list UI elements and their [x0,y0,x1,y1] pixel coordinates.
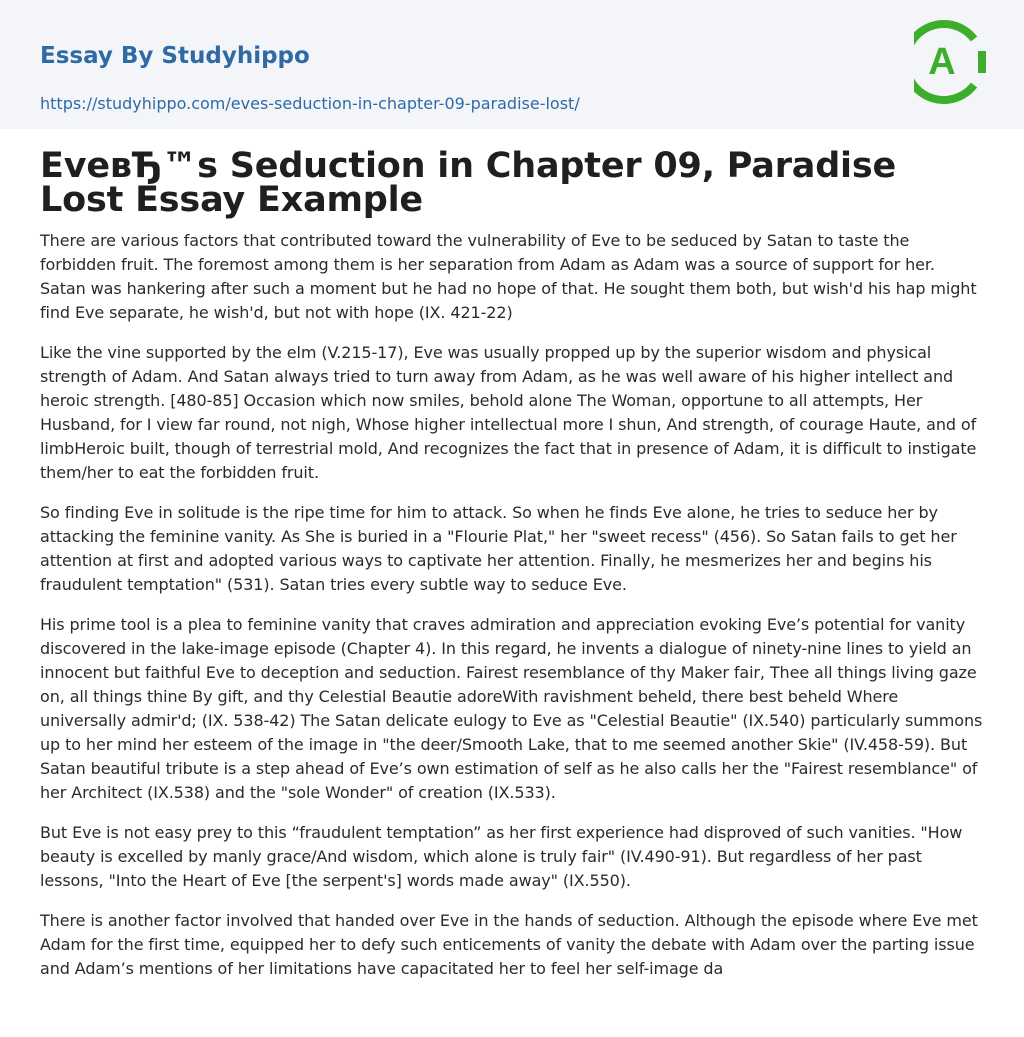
essay-paragraph-4: His prime tool is a plea to feminine vanity that craves admiration and appreciation evoking Eve’s potential for vanity discovered in the lake-image episode (Chapter 4). In this regard, he invents a dialogue of ninety-nine lines to yield an innocent but faithful Eve to deception and seduction. Fairest resemblance of thy Maker fair, Thee all things living gaze on, all things thine By gift, and thy Celestial Beautie adoreWith ravishment beheld, there best beheld Where universally admir'd; (IX. 538-42) The Satan delicate eulogy to Eve as "Celestial Beautie" (IX.540) particularly summons up to her mind her esteem of the image in "the deer/Smooth Lake, that to me seemed another Skie" (IV.458-59). But Satan beautiful tribute is a step ahead of Eve’s own estimation of self as he also calls her the "Fairest resemblance" of her Architect (IX.538) and the "sole Wonder" of creation (IX.533). [40,615,983,802]
essay-paragraph-2: Like the vine supported by the elm (V.215-17), Eve was usually propped up by the superior wisdom and physical strength of Adam. And Satan always tried to turn away from Adam, as he was well aware of his higher intellect and heroic strength. [480-85] Occasion which now smiles, behold alone The Woman, opportune to all attempts, Her Husband, for I view far round, not nigh, Whose higher intellectual more I shun, And strength, of courage Haute, and of limbHeroic built, though of terrestrial mold, And recognizes the fact that in presence of Adam, it is difficult to instigate them/her to eat the forbidden fruit. [40,343,977,482]
essay-title: EveвЂ™s Seduction in Chapter 09, Paradise Lost Essay Example [40,146,897,220]
essay-paragraph-1: There are various factors that contributed toward the vulnerability of Eve to be seduced by Satan to taste the forbidden fruit. The foremost among them is her separation from Adam as Adam was a source of support for her. Satan was hankering after such a moment but he had no hope of that. He sought them both, but wish'd his hap might find Eve separate, he wish'd, but not with hope (IX. 421-22) [40,231,977,322]
logo-letter: A [928,41,956,83]
essay-content [0,129,1024,981]
brand-title[interactable]: Essay By Studyhippo [40,43,310,69]
essay-paragraph-6: There is another factor involved that handed over Eve in the hands of seduction. Although the episode where Eve met Adam for the first time, equipped her to defy such enticements of vanity the debate with Adam over the parting issue and Adam’s mentions of her limitations have capacitated her to feel her self-image da [40,911,978,978]
essay-paragraph-3: So finding Eve in solitude is the ripe time for him to attack. So when he finds Eve alone, he tries to seduce her by attacking the feminine vanity. As She is buried in a "Flourie Plat," her "sweet recess" (456). So Satan fails to get her attention at first and adopted various ways to captivate her attention. Finally, he mesmerizes her and begins his fraudulent temptation" (531). Satan tries every subtle way to seduce Eve. [40,503,957,594]
site-header [0,0,1024,129]
studyhippo-logo-icon[interactable] [914,18,986,106]
source-url-link[interactable]: https://studyhippo.com/eves-seduction-in-chapter-09-paradise-lost/ [40,94,580,113]
essay-paragraph-5: But Eve is not easy prey to this “fraudulent temptation” as her first experience had disproved of such vanities. "How beauty is excelled by manly grace/And wisdom, which alone is truly fair" (IV.490-91). But regardless of her past lessons, "Into the Heart of Eve [the serpent's] words made away" (IX.550). [40,823,963,890]
